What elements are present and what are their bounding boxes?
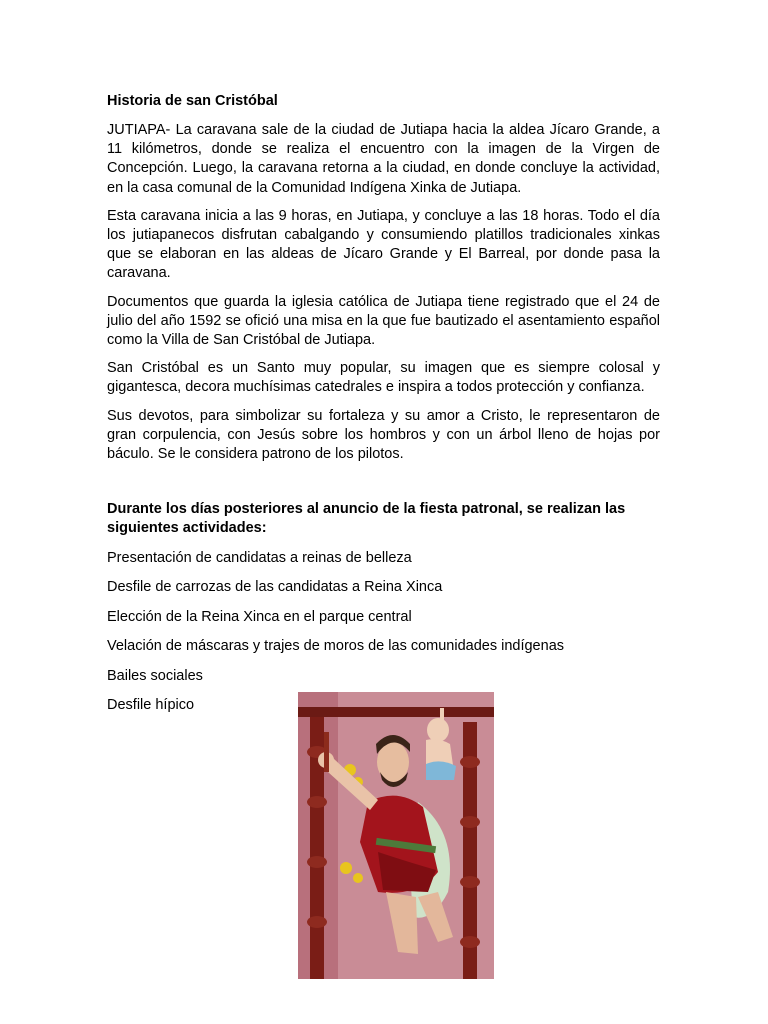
list-item: Desfile hípico [107, 697, 195, 714]
activities-list [107, 549, 660, 716]
list-item: Velación de máscaras y trajes de moros de las comunidades indígenas [107, 638, 565, 655]
saint-christopher-statue-icon [298, 692, 494, 979]
paragraph-intro: JUTIAPA- La caravana sale de la ciudad de Jutiapa hacia la aldea Jícaro Grande, a 11 kilómetros, donde se realiza el encuentro con la imagen de la Virgen de Concepción. Luego, la caravana retorna a la ciudad, en donde concluye la actividad, en la casa comunal de la Comunidad Indígena Xinka de Jutiapa. [107, 122, 660, 196]
paragraph-saint: San Cristóbal es un Santo muy popular, su imagen que es siempre colosal y gigantesca, decora muchísimas catedrales e inspira a todos protección y confianza. [107, 360, 660, 396]
list-item: Elección de la Reina Xinca en el parque central [107, 608, 412, 625]
list-item: Presentación de candidatas a reinas de belleza [107, 549, 412, 566]
paragraph-devotees: Sus devotos, para simbolizar su fortaleza y su amor a Cristo, le representaron de gran corpulencia, con Jesús sobre los hombros y con un árbol lleno de hojas por báculo. Se le considera patrono de los pilotos. [107, 407, 660, 463]
document-page [107, 92, 660, 726]
activities-heading: Durante los días posteriores al anuncio de la fiesta patronal, se realizan las siguientes actividades: [107, 501, 626, 537]
saint-christopher-photo [298, 692, 494, 979]
paragraph-schedule: Esta caravana inicia a las 9 horas, en Jutiapa, y concluye a las 18 horas. Todo el día los jutiapanecos disfrutan cabalgando y consumiendo platillos tradicionales xinkas que se elaboran en las aldeas de Jícaro Grande y El Barreal, por donde pasa la caravana. [107, 207, 660, 282]
document-title: Historia de san Cristóbal [107, 93, 278, 109]
list-item: Desfile de carrozas de las candidatas a Reina Xinca [107, 579, 443, 596]
list-item: Bailes sociales [107, 667, 203, 684]
paragraph-history: Documentos que guarda la iglesia católica de Jutiapa tiene registrado que el 24 de julio del año 1592 se ofició una misa en la que fue bautizado el asentamiento español como la Villa de San Cristóbal de Jutiapa. [107, 293, 660, 349]
